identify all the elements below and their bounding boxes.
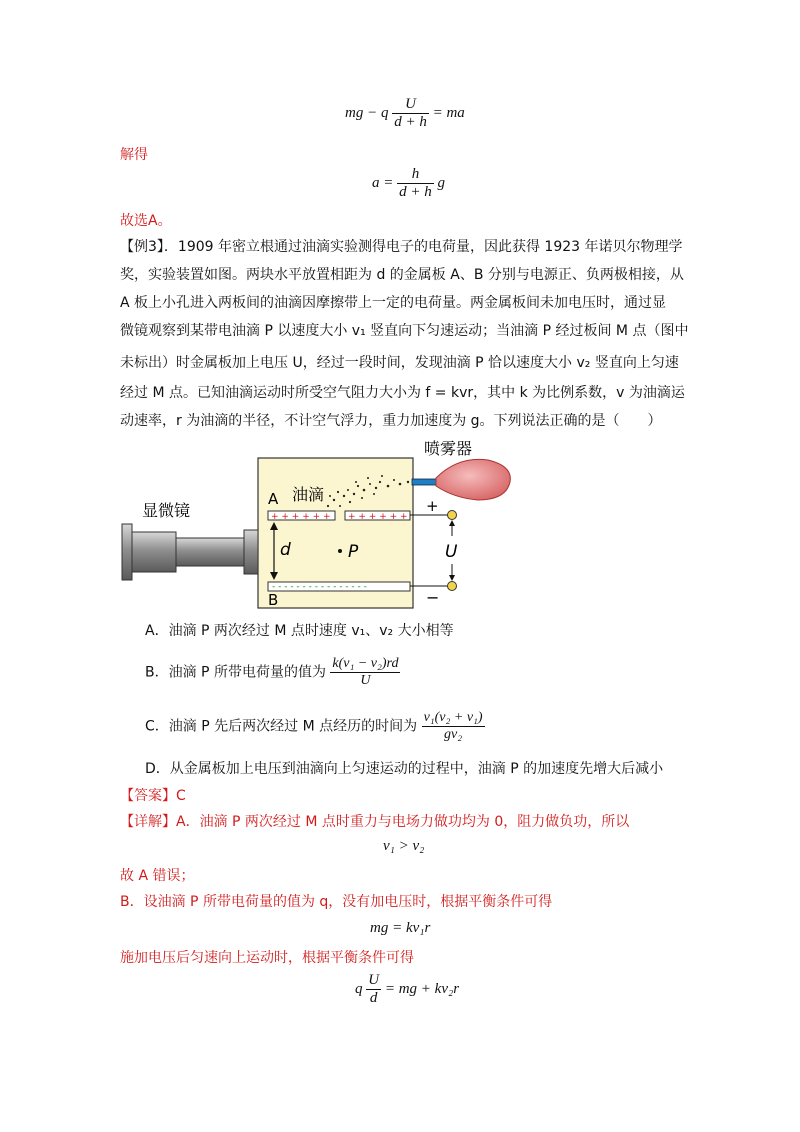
answer: 【答案】C [120,788,186,804]
u-label: U [445,542,458,562]
p-label: P [348,542,359,562]
sprayer-label: 喷雾器 [424,439,473,458]
detail-line-2: 故 A 错误； [120,868,195,884]
option-c: C．油滴 P 先后两次经过 M 点经历的时间为 $\frac{\text{v₁(v₂ + v₁)}}{\text{gv₂}}$ [145,710,483,743]
sprayer-nozzle [412,479,436,485]
terminal-negative [448,582,457,591]
minus-label: − [426,588,440,607]
terminal-positive [448,511,457,520]
choose-label: 故选A。 [120,213,172,229]
detail-line-3: B．设油滴 P 所带电荷量的值为 q，没有加电压时，根据平衡条件可得 [120,894,553,910]
detail-line-1: 【详解】A．油滴 P 两次经过 M 点时重力与电场力做功均为 0，阻力做负功，所以 [120,814,630,830]
plate-b-label: B [268,591,279,609]
problem-line-5: 未标出）时金属板加上电压 U，经过一段时间，发现油滴 P 恰以速度大小 v₂ 竖直向上匀速 [120,355,679,371]
solve-label: 解得 [120,147,148,163]
fraction: $\frac{h}{d + h}$ [399,166,432,201]
millikan-apparatus-figure [118,438,518,613]
option-b-fraction: $\frac{\text{k(v₁ − v₂)rd}}{U}$ [332,656,399,689]
d-label: d [280,540,291,560]
plus-label: + [426,497,439,515]
problem-line-3: A 板上小孔进入两板间的油滴因摩擦带上一定的电荷量。两金属板间未加电压时，通过显 [120,295,667,311]
plate-a-label: A [268,490,279,508]
droplet-p [338,549,342,553]
problem-line-4: 微镜观察到某带电油滴 P 以速度大小 v₁ 竖直向下匀速运动；当油滴 P 经过板间 M 点（图中 [120,323,689,339]
option-a: A．油滴 P 两次经过 M 点时速度 v₁、v₂ 大小相等 [145,623,454,639]
option-b: B．油滴 P 所带电荷量的值为 $\frac{\text{k(v₁ − v₂)rd}}{U}$ [145,656,399,689]
fraction: $\frac{U}{d + h}$ [394,96,427,131]
sprayer-bulb-icon [436,459,510,500]
problem-line-7: 动速率，r 为油滴的半径，不计空气浮力，重力加速度为 g。下列说法正确的是（ ） [120,413,662,429]
plate-b-charges: - - - - - - - - - - - - - - - - [272,582,367,592]
plate-a-charges-left: + + + + + + [271,512,331,522]
option-d: D．从金属板加上电压到油滴向上匀速运动的过程中，油滴 P 的加速度先增大后减小 [145,761,664,777]
microscope-icon [122,524,258,580]
detail-line-4: 施加电压后匀速向上运动时，根据平衡条件可得 [120,950,414,966]
option-c-fraction: $\frac{\text{v₁(v₂ + v₁)}}{\text{gv₂}}$ [423,710,483,743]
plate-a-charges-right: + + + + + + [348,512,408,522]
microscope-label: 显微镜 [142,501,191,520]
problem-line-2: 奖，实验装置如图。两块水平放置相距为 d 的金属板 A、B 分别与电源正、负两极相接，从 [120,267,684,283]
equation-2: a = $\frac{h}{d + h}$ g [372,166,445,201]
equation-5: q $\frac{U}{d}$ = mg + kv₂r [355,972,460,1007]
problem-line-6: 经过 M 点。已知油滴运动时所受空气阻力大小为 f = kvr，其中 k 为比例系数，v 为油滴运 [120,385,685,401]
problem-line-1: 【例3】．1909 年密立根通过油滴实验测得电子的电荷量，因此获得 1923 年诺贝尔物理学 [120,239,683,255]
equation-4: mg = kv₁r [370,920,431,936]
oil-drop-label: 油滴 [292,485,325,504]
fraction: $\frac{U}{d}$ [368,972,380,1007]
equation-3: v₁ > v₂ [383,838,425,854]
equation-1: mg − q $\frac{U}{d + h}$ = ma [345,96,465,131]
